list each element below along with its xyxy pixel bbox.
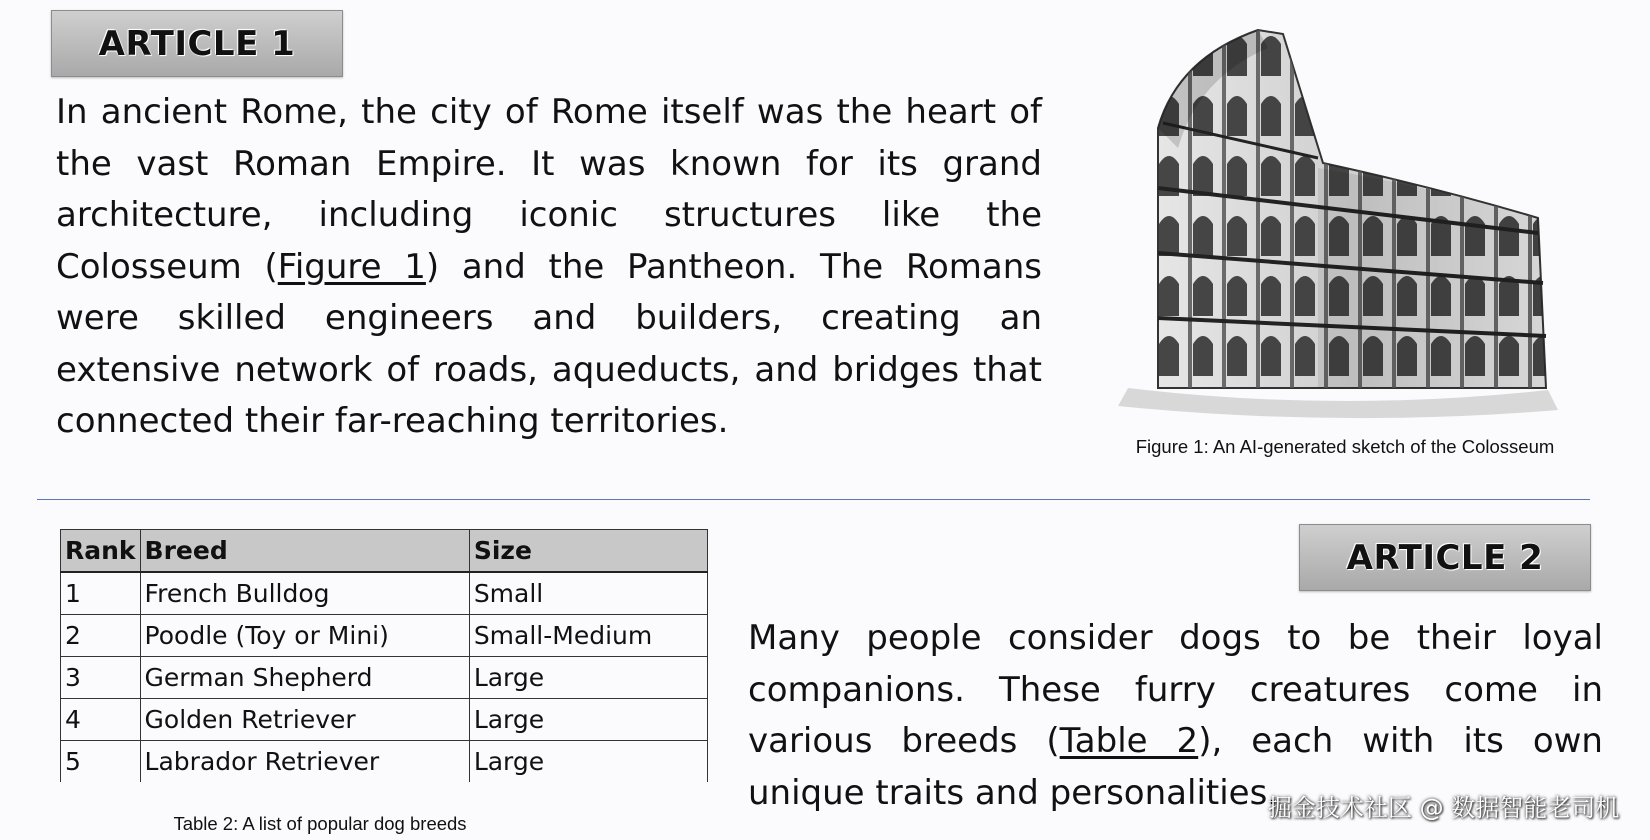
size-cell: Small-Medium	[469, 615, 707, 657]
table-2-link[interactable]: Table 2	[1059, 721, 1199, 761]
figure-1-caption: Figure 1: An AI-generated sketch of the Colosseum	[1135, 436, 1555, 457]
table-row	[61, 657, 708, 699]
breed-cell: German Shepherd	[140, 657, 469, 699]
size-cell: Small	[469, 572, 707, 615]
dog-breeds-table	[60, 529, 708, 782]
header-size: Size	[469, 530, 707, 573]
rank-cell: 3	[61, 657, 141, 699]
rank-cell: 2	[61, 615, 141, 657]
table-row	[61, 615, 708, 657]
breed-cell: Golden Retriever	[140, 699, 469, 741]
rank-cell: 1	[61, 572, 141, 615]
table-row	[61, 741, 708, 783]
breed-cell: Poodle (Toy or Mini)	[140, 615, 469, 657]
rank-cell: 4	[61, 699, 141, 741]
figure-1-link[interactable]: Figure 1	[277, 246, 426, 287]
breed-cell: Labrador Retriever	[140, 741, 469, 783]
article-2-text-start: Many people consider dogs to be their loyal companions. These furry creatures come in various breeds (	[748, 618, 1603, 761]
article-1-text-start: In ancient Rome, the city of Rome itself was the heart of the vast Roman Empire. It was known for its grand architecture, including iconic structures like the Colosseum (	[56, 92, 1042, 287]
header-breed: Breed	[140, 530, 469, 573]
size-cell: Large	[469, 699, 707, 741]
article-2-text-end: ), each with its own unique traits and personalities.	[748, 721, 1603, 813]
article-2-badge: ARTICLE 2	[1299, 524, 1591, 591]
table-row	[61, 699, 708, 741]
breed-cell: French Bulldog	[140, 572, 469, 615]
article-1-badge: ARTICLE 1	[51, 10, 343, 77]
colosseum-sketch-image	[1118, 18, 1568, 423]
rank-cell: 5	[61, 741, 141, 783]
article-1-paragraph	[56, 87, 1042, 448]
watermark-text: 掘金技术社区 @ 数据智能老司机	[1268, 794, 1620, 822]
article-1-text-end: ) and the Pantheon. The Romans were skilled engineers and builders, creating an extensive network of roads, aqueducts, and bridges that connected their far-reaching territories.	[56, 246, 1042, 441]
header-rank: Rank	[61, 530, 141, 573]
size-cell: Large	[469, 741, 707, 783]
table-row	[61, 572, 708, 615]
table-header-row	[61, 530, 708, 573]
size-cell: Large	[469, 657, 707, 699]
section-divider	[37, 499, 1590, 500]
table-2-caption: Table 2: A list of popular dog breeds	[173, 813, 467, 834]
